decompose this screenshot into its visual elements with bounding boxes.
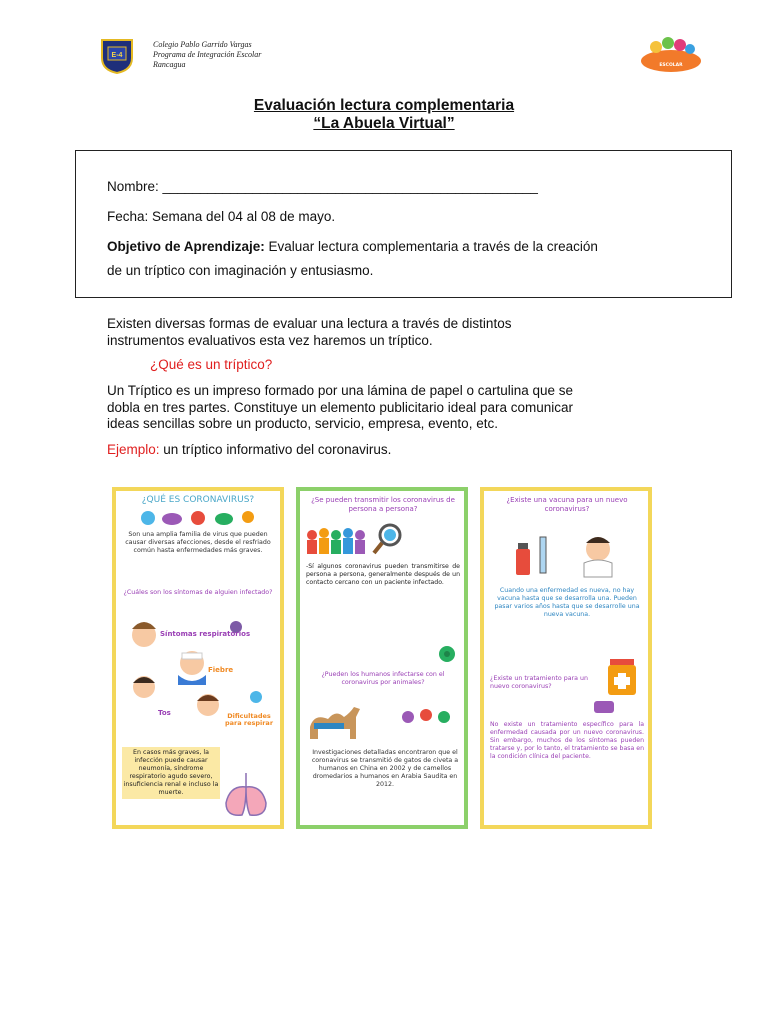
panel-1-text-2: En casos más graves, la infección puede causar neumonía, síndrome respiratorio agudo severo, insuficiencia renal e incluso la muerte. [122, 747, 220, 799]
virus-icon [436, 643, 458, 665]
school-crest-icon [99, 38, 135, 74]
definition-line-2: dobla en tres partes. Constituye un elemento publicitario ideal para comunicar [107, 399, 574, 415]
doctor-vaccine-icon [514, 531, 624, 579]
ejemplo-line [107, 442, 667, 459]
panel-2-question: ¿Pueden los humanos infectarse con el coronavirus por animales? [321, 671, 445, 686]
definition-line-3: ideas sencillas sobre un producto, servicio, empresa, evento, etc. [107, 416, 498, 431]
people-crowd-icon [304, 521, 454, 559]
label-tos: Tos [158, 709, 171, 717]
crest-text: E-4 [111, 52, 123, 59]
ejemplo-label: Ejemplo: [107, 442, 160, 457]
ejemplo-text: un tríptico informativo del coronavirus. [159, 442, 392, 457]
objetivo-line [107, 239, 598, 254]
panel-1-heading: ¿QUÉ ES CORONAVIRUS? [141, 495, 255, 505]
pie-logo-icon [638, 32, 704, 74]
lungs-icon [220, 767, 276, 821]
label-fiebre: Fiebre [208, 666, 234, 674]
school-name: Colegio Pablo Garrido Vargas [153, 40, 252, 49]
panel-3-text-2: No existe un tratamiento específico para la enfermedad causada por un nuevo coronavirus. Sin embargo, muchos de los síntomas pueden tratarse y, por lo tanto, el tratamiento se basa en la condición clínica del paciente. [490, 721, 644, 760]
panel-1-question: ¿Cuáles son los síntomas de alguien infectado? [123, 589, 273, 596]
definition-line-1: Un Tríptico es un impreso formado por una lámina de papel o cartulina que se [107, 383, 574, 398]
objetivo-label: Objetivo de Aprendizaje: [107, 239, 265, 254]
camel-and-viruses-icon [304, 703, 462, 747]
panel-3-question: ¿Existe un tratamiento para un nuevo coronavirus? [490, 675, 589, 690]
nombre-label: Nombre: [107, 179, 163, 194]
virus-row-icon [136, 507, 260, 529]
triptico-panel-2 [296, 487, 468, 829]
objetivo-text: Evaluar lectura complementaria a través de la creación [264, 239, 598, 254]
triptico-panel-1 [112, 487, 284, 829]
triptico-question: ¿Qué es un tríptico? [150, 357, 273, 372]
label-sintomas: Síntomas respiratorios [160, 630, 251, 638]
logo-text: ESCOLAR [659, 63, 683, 68]
panel-1-text-1: Son una amplia familia de virus que pueden causar diversas afecciones, desde el resfriado común hasta enfermedades más graves. [125, 531, 271, 554]
page-subtitle: “La Abuela Virtual” [313, 115, 455, 132]
triptico-panel-3 [480, 487, 652, 829]
definition-paragraph [107, 383, 667, 433]
panel-2-text-1: -Sí algunos coronavirus pueden transmitirse de persona a persona, generalmente después de un contacto cercano con un paciente infectado. [306, 563, 460, 586]
school-info [153, 40, 261, 70]
medicine-bottle-icon [602, 657, 644, 699]
intro-paragraph [107, 316, 667, 349]
nombre-line [107, 179, 538, 194]
nombre-blank: __________________________________________________ [162, 179, 538, 194]
objetivo-line-2: de un tríptico con imaginación y entusiasmo. [107, 263, 374, 278]
program-name: Programa de Integración Escolar [153, 50, 262, 59]
panel-3-text-1: Cuando una enfermedad es nueva, no hay vacuna hasta que se desarrolla una. Pueden pasar varios años hasta que se desarrolle una nueva vacuna. [494, 587, 640, 618]
intro-line-2: instrumentos evaluativos esta vez haremos un tríptico. [107, 332, 433, 348]
intro-line-1: Existen diversas formas de evaluar una lectura a través de distintos [107, 316, 512, 331]
fecha-line: Fecha: Semana del 04 al 08 de mayo. [107, 209, 336, 224]
city-name: Rancagua [153, 60, 186, 69]
panel-2-heading: ¿Se pueden transmitir los coronavirus de persona a persona? [311, 496, 455, 513]
label-dificultades: Dificultades para respirar [224, 712, 274, 727]
info-box [75, 150, 732, 298]
page-title: Evaluación lectura complementaria [253, 97, 515, 114]
panel-3-heading: ¿Existe una vacuna para un nuevo coronavirus? [506, 496, 628, 513]
panel-2-text-2: Investigaciones detalladas encontraron que el coronavirus se transmitió de gatos de civeta a humanos en China en 2002 y de camellos dromedarios a humanos en Arabia Saudita en 2012. [311, 749, 459, 788]
pill-icon [592, 697, 616, 717]
